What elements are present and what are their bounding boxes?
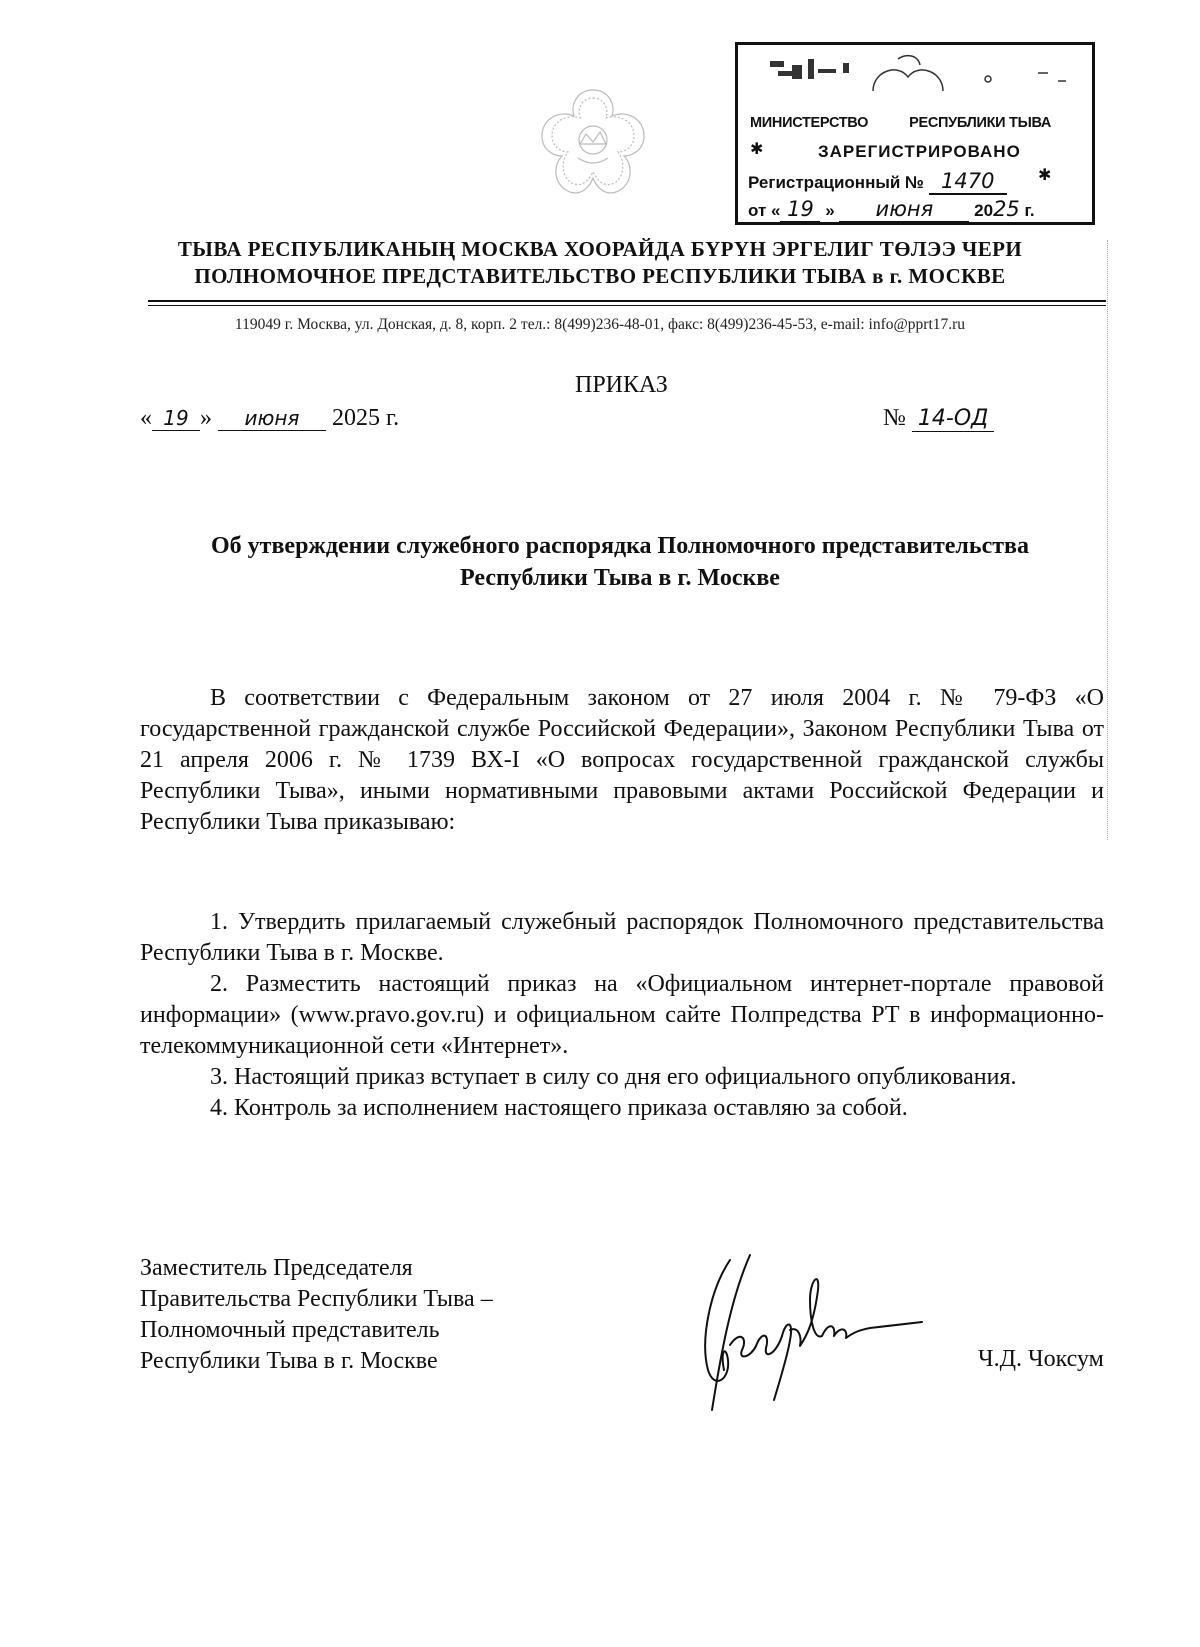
order-subject	[140, 530, 1100, 594]
subject-line-1: Об утверждении служебного распорядка Полномочного представительства	[211, 533, 1029, 559]
stamp-mark-icon: ✱	[1038, 167, 1052, 184]
stamp-mark-icon: ✱	[750, 141, 764, 158]
stamp-date-line	[748, 197, 1035, 223]
stamp-year-suffix: 25	[993, 197, 1020, 221]
signer-name: Ч.Д. Чоксум	[978, 1346, 1104, 1372]
position-line: Заместитель Председателя	[140, 1255, 413, 1281]
date-day: 19	[152, 406, 200, 431]
stamp-year-prefix: 20	[974, 201, 994, 220]
number-value: 14-ОД	[912, 406, 994, 432]
scan-edge-artifact	[1107, 240, 1108, 840]
position-line: Республики Тыва в г. Москве	[140, 1348, 438, 1374]
header-rule-thin	[148, 305, 1106, 306]
body-intro: В соответствии с Федеральным законом от 27 июля 2004 г. № 79-ФЗ «О государственной гражданской службе Российской Федерации», Законом Республики Тыва от 21 апреля 2006 г. № 1739 ВХ-I «О вопросах государственной гражданской службы Республики Тыва», иными нормативными правовыми актами Российской Федерации и Республики Тыва приказываю:	[140, 685, 1104, 835]
position-line: Полномочный представитель	[140, 1317, 440, 1343]
date-year: 2025 г.	[332, 405, 400, 431]
order-date	[140, 405, 399, 432]
stamp-registered: ЗАРЕГИСТРИРОВАНО	[818, 142, 1021, 161]
stamp-quote-close: »	[825, 201, 835, 220]
registration-stamp	[735, 42, 1095, 225]
stamp-month: июня	[839, 197, 969, 223]
handwritten-signature	[690, 1250, 930, 1415]
stamp-reg-number: 1470	[929, 169, 1007, 195]
order-items	[140, 907, 1104, 1124]
order-item-4: 4. Контроль за исполнением настоящего приказа оставляю за собой.	[210, 1095, 908, 1121]
header-address: 119049 г. Москва, ул. Донская, д. 8, корп. 2 тел.: 8(499)236-48-01, факс: 8(499)236-45-53, e-mail: info@pprt17.ru	[234, 316, 966, 333]
stamp-reg-label: Регистрационный №	[748, 173, 924, 192]
order-title: ПРИКАЗ	[575, 372, 668, 398]
order-item-2: 2. Разместить настоящий приказ на «Официальном интернет-портале правовой информации» (www.pravo.gov.ru) и официальном сайте Полпредства РТ в информационно-телекоммуникационной сети «Интернет».	[140, 971, 1104, 1059]
header-tuvan-title: ТЫВА РЕСПУБЛИКАНЫҢ МОСКВА ХООРАЙДА БҮРҮН ЭРГЕЛИГ ТӨЛЭЭ ЧЕРИ	[177, 237, 1023, 261]
order-item-3: 3. Настоящий приказ вступает в силу со дня его официального опубликования.	[210, 1064, 1017, 1090]
stamp-day: 19	[780, 197, 820, 223]
date-open-quote: «	[140, 405, 152, 431]
stamp-year-end: г.	[1024, 201, 1035, 220]
subject-line-2: Республики Тыва в г. Москве	[460, 565, 780, 591]
date-close-quote: »	[200, 405, 212, 431]
header-russian-title: ПОЛНОМОЧНОЕ ПРЕДСТАВИТЕЛЬСТВО РЕСПУБЛИКИ ТЫВА в г. МОСКВЕ	[194, 264, 1006, 288]
date-month: июня	[218, 406, 326, 431]
signer-position	[140, 1253, 493, 1377]
stamp-reg-number-line	[748, 169, 1007, 195]
stamp-from-label: от «	[748, 201, 781, 220]
emblem-icon	[528, 82, 658, 207]
stamp-ministry: МИНИСТЕРСТВО РЕСПУБЛИКИ ТЫВА	[750, 115, 1052, 131]
order-number	[883, 405, 994, 432]
position-line: Правительства Республики Тыва –	[140, 1286, 493, 1312]
order-item-1: 1. Утвердить прилагаемый служебный распорядок Полномочного представительства Республики Тыва в г. Москве.	[140, 909, 1104, 966]
number-label: №	[883, 405, 906, 431]
stamp-emblem-icon	[748, 51, 1088, 106]
header-rule	[148, 300, 1106, 302]
